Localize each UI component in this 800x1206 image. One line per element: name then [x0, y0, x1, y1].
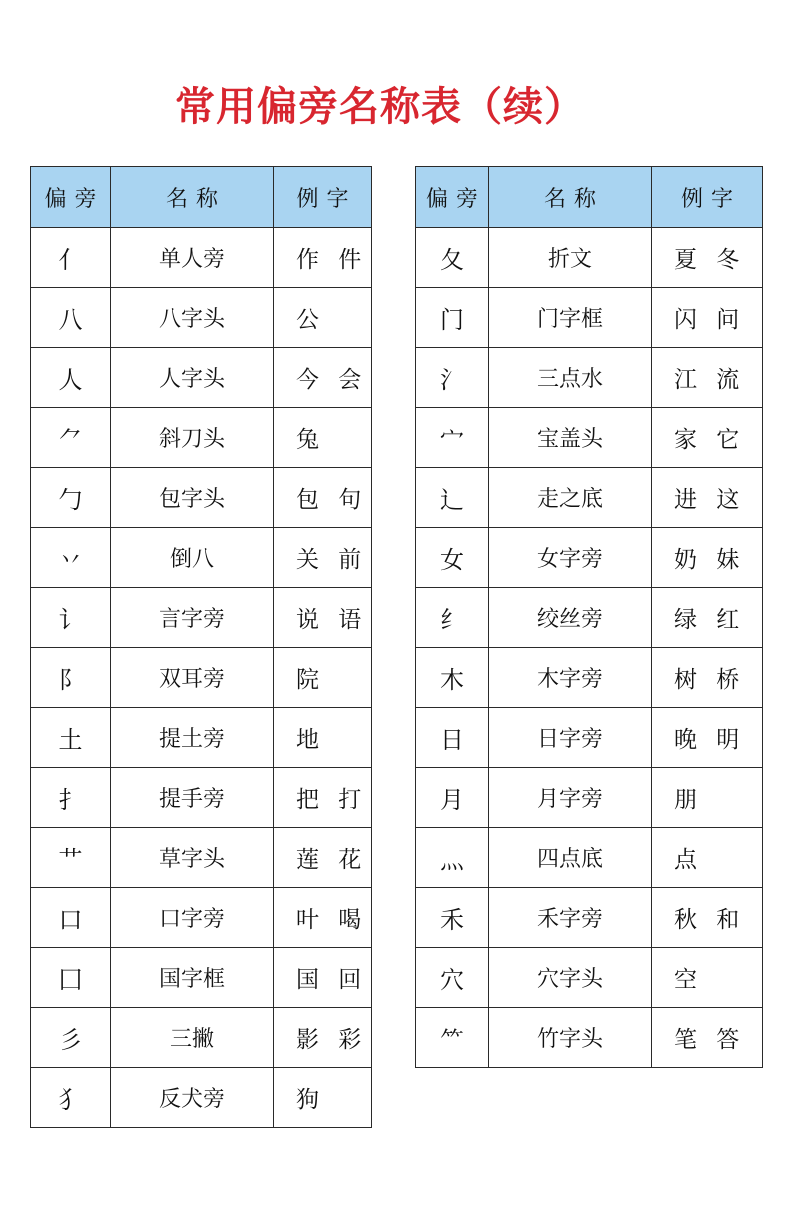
table-row: [416, 888, 763, 948]
radical-cell: 亻: [31, 228, 111, 288]
table-body-left: [31, 228, 372, 1128]
examples-cell: 说 语: [274, 588, 372, 648]
radical-cell: 土: [31, 708, 111, 768]
radical-cell: 囗: [31, 948, 111, 1008]
name-cell: 穴字头: [489, 948, 652, 1008]
name-cell: 言字旁: [111, 588, 274, 648]
page-title: 常用偏旁名称表（续）: [175, 82, 585, 130]
radical-cell: 女: [416, 528, 489, 588]
examples-cell: 公: [274, 288, 372, 348]
name-cell: 四点底: [489, 828, 652, 888]
table-row: [31, 468, 372, 528]
table-row: [31, 708, 372, 768]
examples-cell: 江 流: [652, 348, 763, 408]
radical-cell: 阝: [31, 648, 111, 708]
name-cell: 绞丝旁: [489, 588, 652, 648]
radical-cell: 勹: [31, 468, 111, 528]
name-cell: 单人旁: [111, 228, 274, 288]
examples-cell: 秋 和: [652, 888, 763, 948]
table-row: [416, 1008, 763, 1068]
name-cell: 走之底: [489, 468, 652, 528]
table-row: [416, 408, 763, 468]
table-row: [31, 588, 372, 648]
radical-cell: 木: [416, 648, 489, 708]
header-radical: 偏旁: [31, 167, 111, 228]
examples-cell: 笔 答: [652, 1008, 763, 1068]
table-row: [31, 408, 372, 468]
radical-cell: 氵: [416, 348, 489, 408]
radical-cell: 穴: [416, 948, 489, 1008]
examples-cell: 关 前: [274, 528, 372, 588]
table-row: [31, 348, 372, 408]
table-row: [31, 948, 372, 1008]
name-cell: 人字头: [111, 348, 274, 408]
name-cell: 双耳旁: [111, 648, 274, 708]
table-row: [31, 1008, 372, 1068]
name-cell: 反犬旁: [111, 1068, 274, 1128]
name-cell: 宝盖头: [489, 408, 652, 468]
examples-cell: 院: [274, 648, 372, 708]
radical-cell: 彡: [31, 1008, 111, 1068]
examples-cell: 叶 喝: [274, 888, 372, 948]
table-row: [31, 828, 372, 888]
radical-cell: 扌: [31, 768, 111, 828]
examples-cell: 把 打: [274, 768, 372, 828]
table-row: [416, 348, 763, 408]
name-cell: 折文: [489, 228, 652, 288]
name-cell: 提土旁: [111, 708, 274, 768]
radical-cell: 辶: [416, 468, 489, 528]
table-row: [416, 528, 763, 588]
header-name: 名称: [489, 167, 652, 228]
radical-cell: 月: [416, 768, 489, 828]
examples-cell: 莲 花: [274, 828, 372, 888]
name-cell: 月字旁: [489, 768, 652, 828]
header-examples: 例字: [274, 167, 372, 228]
examples-cell: 绿 红: [652, 588, 763, 648]
examples-cell: 家 它: [652, 408, 763, 468]
table-row: [416, 588, 763, 648]
radical-cell: 夂: [416, 228, 489, 288]
radical-cell: 丷: [31, 528, 111, 588]
examples-cell: 树 桥: [652, 648, 763, 708]
radical-cell: 宀: [416, 408, 489, 468]
name-cell: 包字头: [111, 468, 274, 528]
radical-cell: 艹: [31, 828, 111, 888]
examples-cell: 进 这: [652, 468, 763, 528]
table-row: [416, 228, 763, 288]
table-row: [416, 708, 763, 768]
examples-cell: 闪 问: [652, 288, 763, 348]
header-examples: 例字: [652, 167, 763, 228]
examples-cell: 地: [274, 708, 372, 768]
name-cell: 门字框: [489, 288, 652, 348]
header-radical: 偏旁: [416, 167, 489, 228]
name-cell: 国字框: [111, 948, 274, 1008]
table-row: [416, 768, 763, 828]
name-cell: 倒八: [111, 528, 274, 588]
examples-cell: 今 会: [274, 348, 372, 408]
table-row: [31, 648, 372, 708]
examples-cell: 影 彩: [274, 1008, 372, 1068]
name-cell: 口字旁: [111, 888, 274, 948]
radical-cell: 讠: [31, 588, 111, 648]
name-cell: 提手旁: [111, 768, 274, 828]
radical-cell: 禾: [416, 888, 489, 948]
radical-cell: 犭: [31, 1068, 111, 1128]
table-row: [31, 288, 372, 348]
table-row: [416, 288, 763, 348]
name-cell: 女字旁: [489, 528, 652, 588]
table-header-row: [416, 167, 763, 228]
name-cell: 禾字旁: [489, 888, 652, 948]
radical-cell: 日: [416, 708, 489, 768]
examples-cell: 奶 妹: [652, 528, 763, 588]
table-row: [31, 768, 372, 828]
table-header-row: [31, 167, 372, 228]
table-body-right: [416, 228, 763, 1068]
examples-cell: 空: [652, 948, 763, 1008]
table-row: [416, 948, 763, 1008]
examples-cell: 点: [652, 828, 763, 888]
examples-cell: 狗: [274, 1068, 372, 1128]
table-row: [416, 468, 763, 528]
name-cell: 三撇: [111, 1008, 274, 1068]
radical-cell: 人: [31, 348, 111, 408]
examples-cell: 包 句: [274, 468, 372, 528]
header-name: 名称: [111, 167, 274, 228]
table-row: [416, 648, 763, 708]
table-row: [416, 828, 763, 888]
radical-table-right: [415, 166, 763, 1068]
radical-cell: 口: [31, 888, 111, 948]
radical-cell: 纟: [416, 588, 489, 648]
examples-cell: 兔: [274, 408, 372, 468]
radical-cell: 灬: [416, 828, 489, 888]
examples-cell: 作 件: [274, 228, 372, 288]
name-cell: 草字头: [111, 828, 274, 888]
table-row: [31, 888, 372, 948]
examples-cell: 夏 冬: [652, 228, 763, 288]
name-cell: 日字旁: [489, 708, 652, 768]
name-cell: 三点水: [489, 348, 652, 408]
name-cell: 竹字头: [489, 1008, 652, 1068]
name-cell: 木字旁: [489, 648, 652, 708]
table-row: [31, 228, 372, 288]
name-cell: 斜刀头: [111, 408, 274, 468]
table-row: [31, 528, 372, 588]
name-cell: 八字头: [111, 288, 274, 348]
radical-cell: ⺮: [416, 1008, 489, 1068]
examples-cell: 晚 明: [652, 708, 763, 768]
examples-cell: 国 回: [274, 948, 372, 1008]
table-row: [31, 1068, 372, 1128]
radical-cell: 八: [31, 288, 111, 348]
radical-cell: ⺈: [31, 408, 111, 468]
examples-cell: 朋: [652, 768, 763, 828]
radical-table-left: [30, 166, 372, 1128]
radical-cell: 门: [416, 288, 489, 348]
